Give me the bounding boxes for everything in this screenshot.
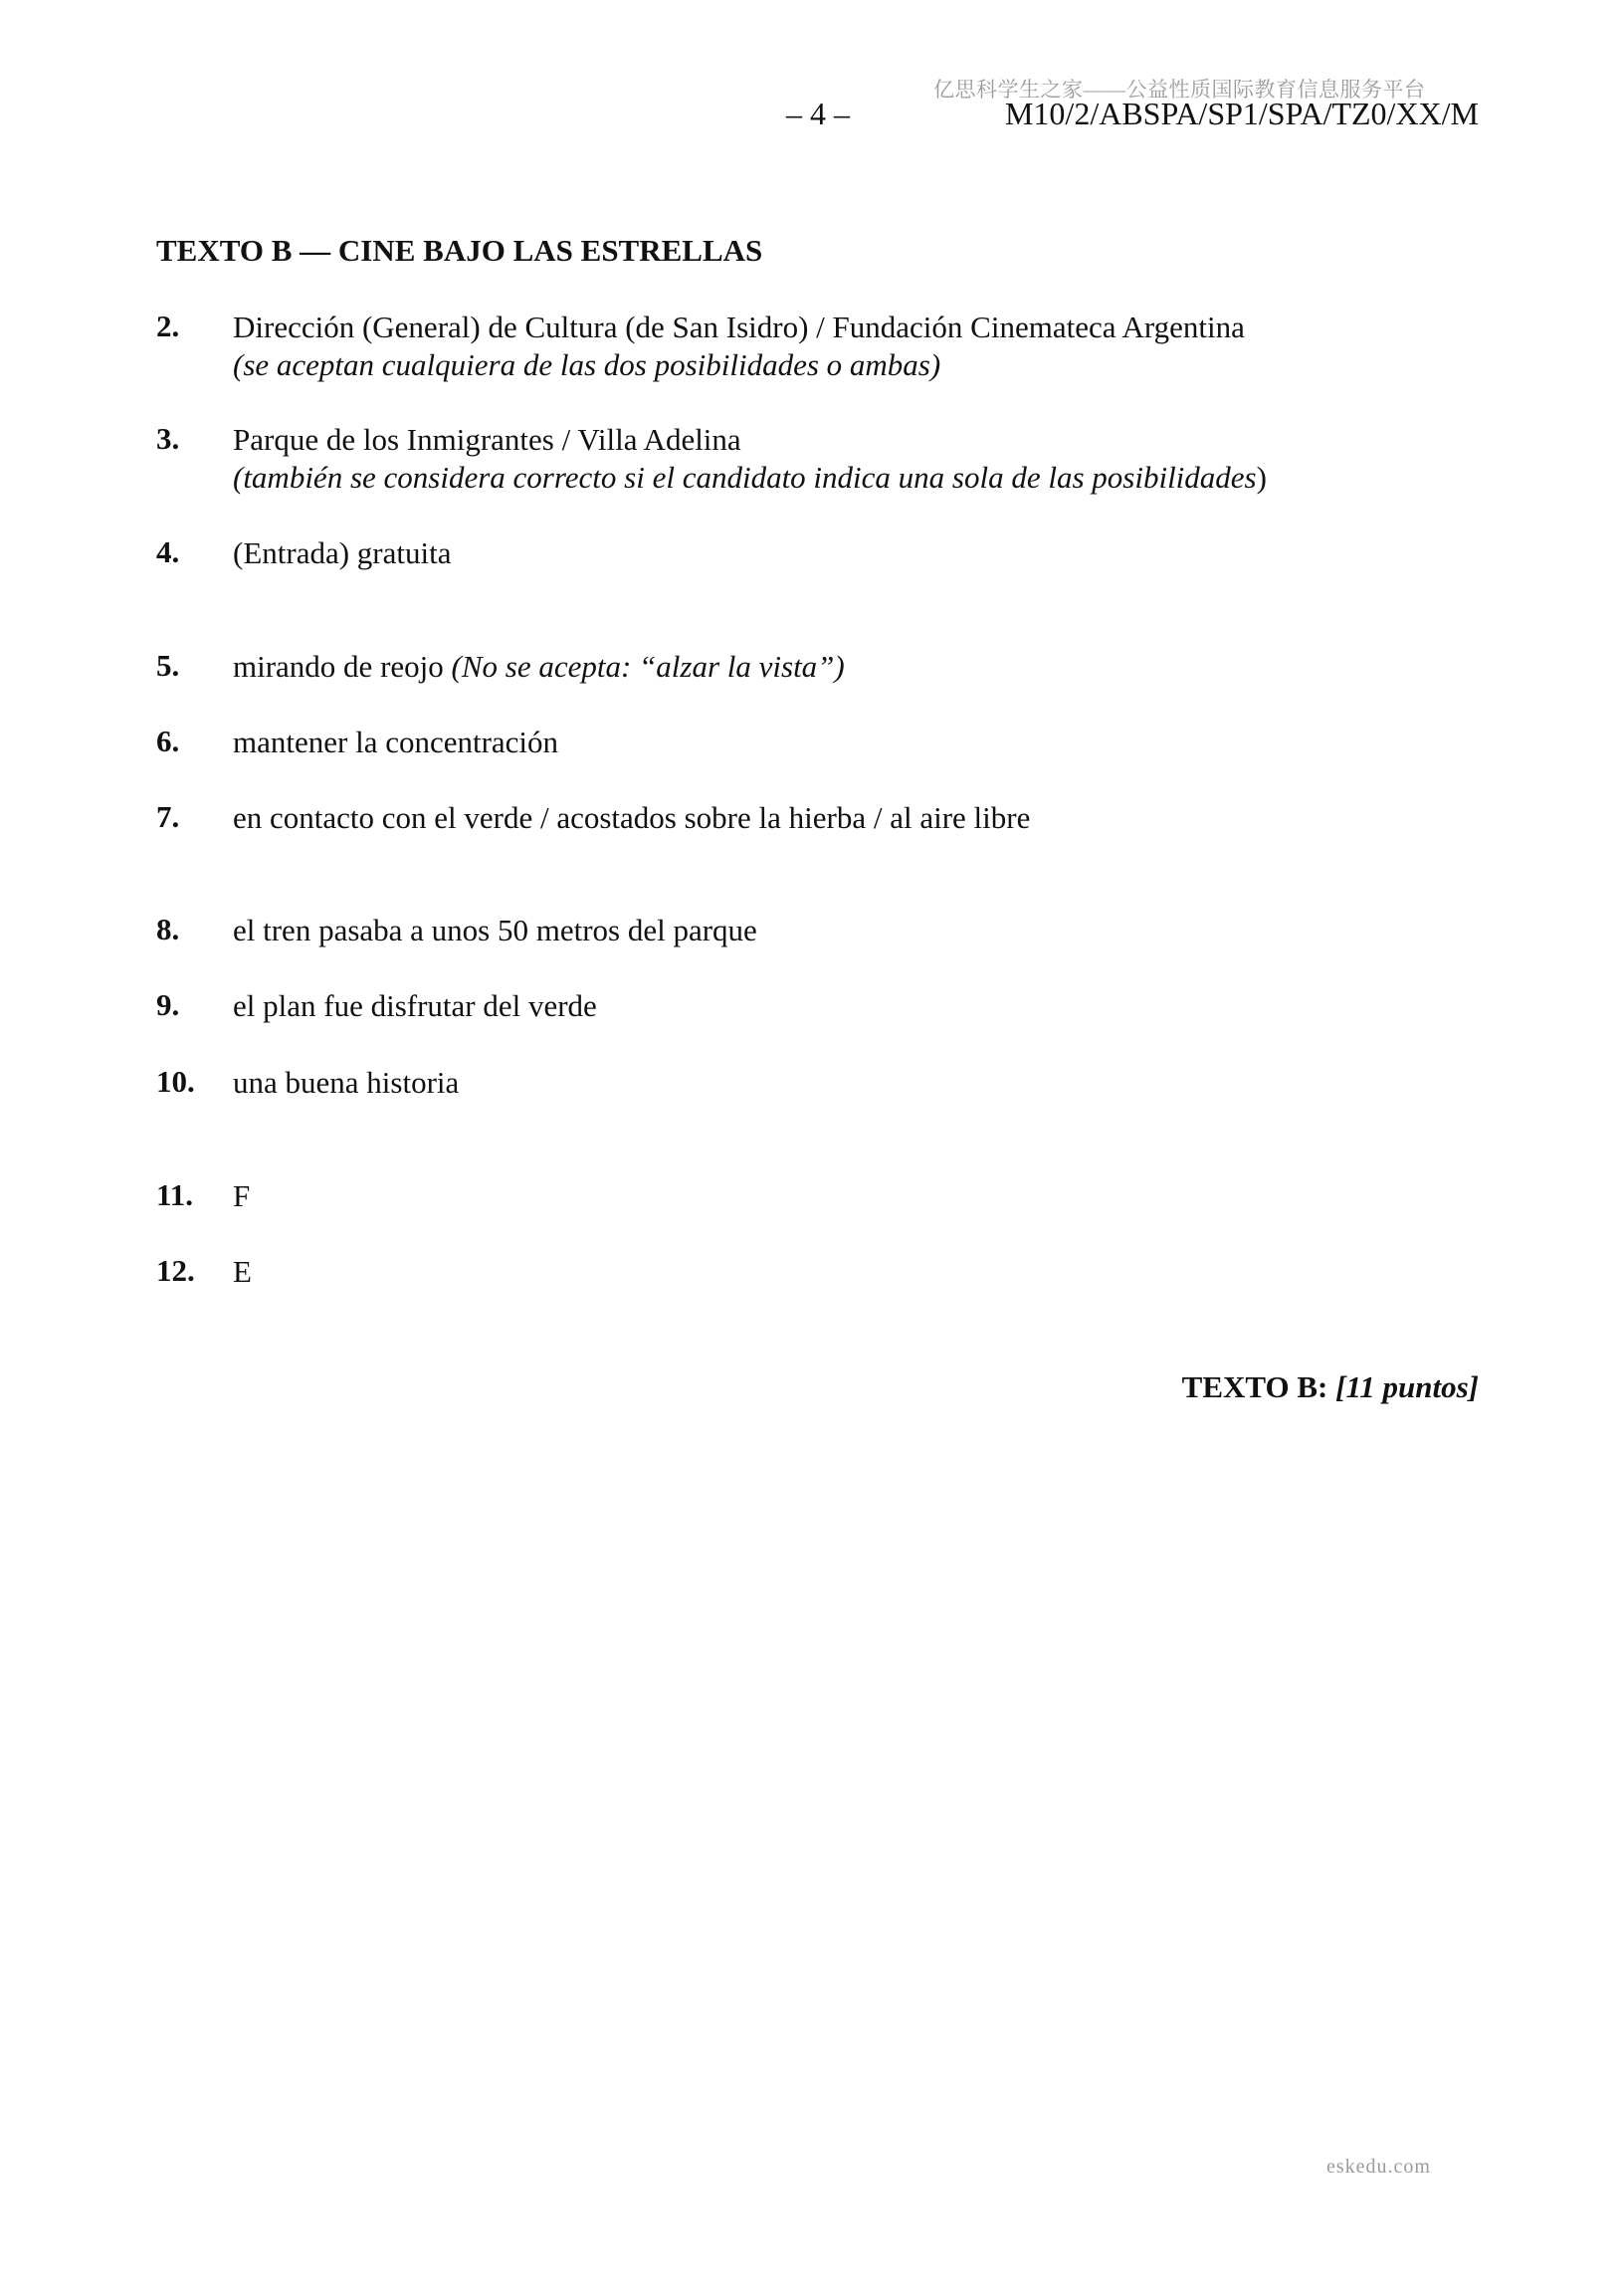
answer-number: 10. — [156, 1064, 195, 1099]
answer-text — [233, 309, 1245, 384]
answer-note — [233, 459, 1267, 497]
answer-main-text: mirando de reojo — [233, 649, 452, 684]
answer-text: E — [233, 1254, 252, 1289]
answer-text: en contacto con el verde / acostados sobre la hierba / al aire libre — [233, 800, 1031, 835]
answer-text — [233, 648, 845, 686]
answer-number: 3. — [156, 421, 180, 456]
answer-text: una buena historia — [233, 1065, 460, 1100]
answer-main-text: Dirección (General) de Cultura (de San Isidro) / Fundación Cinemateca Argentina — [233, 310, 1245, 344]
answer-number: 2. — [156, 309, 180, 343]
answer-text: mantener la concentración — [233, 725, 559, 759]
answer-text: el plan fue disfrutar del verde — [233, 988, 597, 1023]
answer-inline-note: (No se acepta: “alzar la vista”) — [451, 649, 845, 684]
document-code: M10/2/ABSPA/SP1/SPA/TZ0/XX/M — [1004, 96, 1479, 131]
answer-note-close: ) — [1256, 460, 1267, 495]
answer-number: 7. — [156, 799, 180, 834]
answer-text — [233, 421, 1267, 497]
answer-text: (Entrada) gratuita — [233, 535, 452, 570]
answer-number: 8. — [156, 912, 180, 946]
answer-note-text: (también se considera correcto si el candidato indica una sola de las posibilidades — [233, 460, 1257, 495]
answer-text: el tren pasaba a unos 50 metros del parque — [233, 913, 757, 947]
section-title: TEXTO B — CINE BAJO LAS ESTRELLAS — [156, 233, 763, 268]
answer-number: 11. — [156, 1177, 194, 1212]
answer-number: 5. — [156, 648, 180, 683]
score-label: TEXTO B: — [1181, 1369, 1336, 1404]
watermark-footer: eskedu.com — [1326, 2156, 1431, 2178]
answer-note: (se aceptan cualquiera de las dos posibilidades o ambas) — [233, 347, 941, 382]
answer-main-text: Parque de los Inmigrantes / Villa Adelina — [233, 422, 741, 457]
answer-text: F — [233, 1178, 251, 1213]
page-number: – 4 – — [786, 96, 850, 131]
score-points: [11 puntos] — [1335, 1369, 1479, 1404]
answer-number: 6. — [156, 724, 180, 758]
watermark-header: 亿思科学生之家——公益性质国际教育信息服务平台 — [933, 78, 1426, 102]
answer-number: 12. — [156, 1253, 195, 1288]
answer-number: 4. — [156, 534, 180, 569]
answer-number: 9. — [156, 987, 180, 1022]
section-score — [1182, 1369, 1479, 1405]
